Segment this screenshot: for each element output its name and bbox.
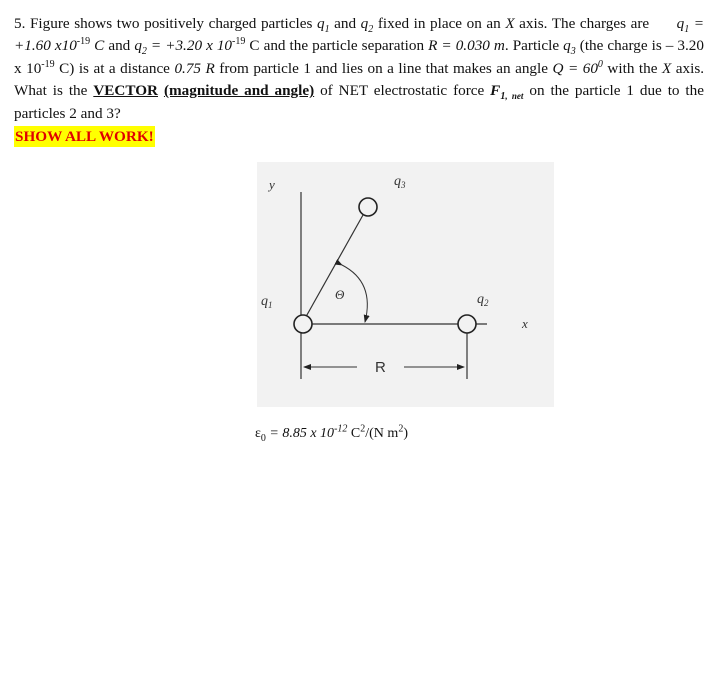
problem-statement bbox=[14, 13, 704, 148]
q3-particle bbox=[359, 198, 377, 216]
problem-text: 5. Figure shows two positively charged particles $q_1$ and $q_2$ fixed in place on an X axis. The charges are $q_1 = +1.60$ $x10^{-19}$ C and $q_2 = +3.20$ x $10^{-19}$ C and the particle separation R = 0.030 m. Particle $q_3$ (the charge is – 3.20 x $10^{-19}$ C) is at a distance 0.75 R from particle 1 and lies on a line that makes an angle $Q = 60^0$ with the X axis. What is the VECTOR (magnitude and angle) of NET electrostatic force $F_{1, net}$ on the particle 1 due to the particles 2 and 3? bbox=[14, 15, 705, 122]
y-axis-label: y bbox=[269, 177, 275, 192]
q1-particle bbox=[294, 315, 312, 333]
x-axis-label: x bbox=[522, 316, 528, 331]
r-label: R bbox=[375, 359, 386, 376]
q2-particle bbox=[458, 315, 476, 333]
q3-label: $q_3$ bbox=[394, 174, 406, 190]
theta-label: Θ bbox=[335, 287, 345, 302]
q1-label: $q_1$ bbox=[261, 294, 273, 310]
diagram-svg bbox=[257, 162, 554, 407]
permittivity-constant: $\varepsilon_0 = 8.85$ x $10^{-12}$ $C^2/(N$ $m^2$) bbox=[255, 423, 408, 444]
show-all-work-label: SHOW ALL WORK! bbox=[15, 128, 154, 146]
q2-label: $q_2$ bbox=[477, 292, 489, 308]
charge-diagram bbox=[257, 162, 554, 407]
